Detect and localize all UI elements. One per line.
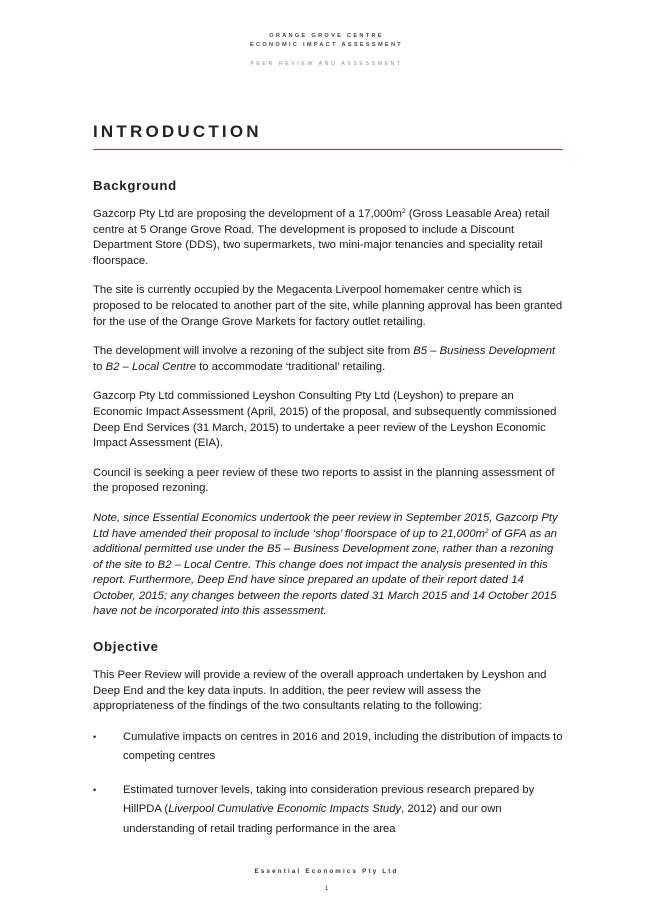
list-item: • Estimated turnover levels, taking into consideration previous research prepared by HillPDA (Liverpool Cumulative Economic Impacts Study, 2012) and our own understanding of retail trading performance in the area [93, 781, 563, 840]
bullet-icon: • [93, 731, 97, 742]
section-title: INTRODUCTION [93, 122, 563, 150]
bullet-icon: • [93, 784, 97, 795]
background-paragraph-1: Gazcorp Pty Ltd are proposing the development of a $17,000m^2$ (Gross Leasable Area) retail centre at 5 Orange Grove Road. The development is proposed to include a Discount Department Store (DDS), two supermarkets, two mini-major tenancies and speciality retail floorspace. [93, 208, 550, 267]
header-title-line-1: ORANGE GROVE CENTRE [269, 33, 384, 39]
page-footer [0, 867, 653, 893]
note-paragraph: Note, since Essential Economics undertook the peer review in September 2015, Gazcorp Pty Ltd have amended their proposal to include ‘shop’ floorspace of up to $21,000m^2$ of GFA as an additional permitted use under the B5 – Business Development zone, rather than a rezoning of the site to B2 – Local Centre. This change does not impact the analysis presented in this report. Furthermore, Deep End have since prepared an update of their report dated 14 October, 2015; any changes between the reports dated 31 March 2015 and 14 October 2015 have not be incorporated into this assessment. [93, 511, 558, 618]
list-item: • Cumulative impacts on centres in 2016 and 2019, including the distribution of impacts to competing centres [93, 728, 563, 767]
superscript: 2 [484, 527, 489, 535]
header-title-line-2: ECONOMIC IMPACT ASSESSMENT [249, 42, 404, 48]
footer-company: Essential Economics Pty Ltd [254, 868, 399, 875]
background-paragraph-5: Council is seeking a peer review of these two reports to assist in the planning assessment of the proposed rezoning. [93, 466, 555, 495]
page-header [0, 32, 653, 68]
objective-paragraph-1: This Peer Review will provide a review of the overall approach undertaken by Leyshon and Deep End and the key data inputs. In addition, the peer review will assess the appropriateness of the findings of the two consultants relating to the following: [93, 669, 547, 713]
background-paragraph-3: The development will involve a rezoning of the subject site from B5 – Business Development to B2 – Local Centre to accommodate ‘traditional’ retailing. [93, 345, 556, 373]
background-paragraph-4: Gazcorp Pty Ltd commissioned Leyshon Consulting Pty Ltd (Leyshon) to prepare an Economic Impact Assessment (April, 2015) of the proposal, and subsequently commissioned Deep End Services (31 March, 2015) to undertake a peer review of the Leyshon Economic Impact Assessment (EIA). [93, 390, 557, 450]
superscript: 2 [401, 208, 406, 215]
background-heading: Background [93, 178, 177, 193]
objective-heading: Objective [93, 639, 159, 655]
objective-bullet-list [93, 728, 563, 840]
header-subtitle: PEER REVIEW AND ASSESSMENT [250, 61, 403, 67]
background-paragraph-2: The site is currently occupied by the Megacenta Liverpool homemaker centre which is proposed to be relocated to another part of the site, while planning approval has been granted for the use of the Orange Grove Markets for factory outlet retailing. [93, 284, 563, 328]
page-number: 1 [324, 885, 329, 892]
page-content [93, 122, 563, 839]
